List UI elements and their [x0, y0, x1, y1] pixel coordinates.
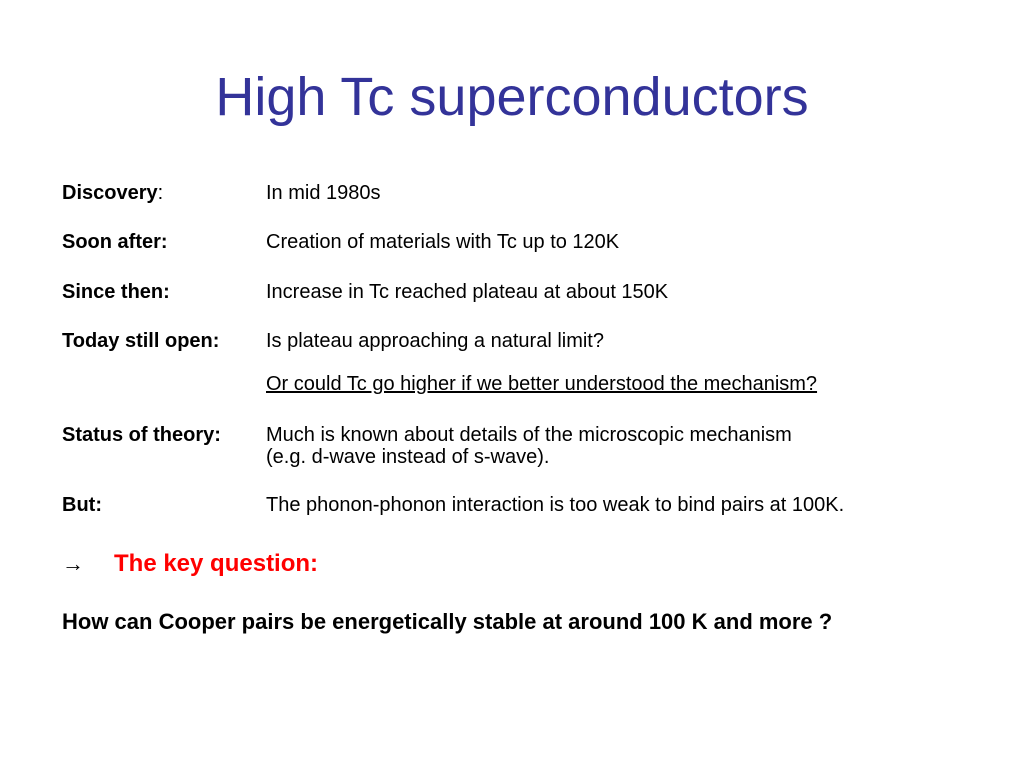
key-question-row	[62, 550, 318, 578]
row-value-underlined: Or could Tc go higher if we better understood the mechanism?	[266, 373, 818, 395]
row-label	[62, 182, 163, 205]
key-question-label: The key question:	[114, 550, 319, 577]
key-question-text: How can Cooper pairs be energetically stable at around 100 K and more ?	[62, 609, 833, 634]
row-label-suffix: :	[157, 182, 164, 204]
row-value: Increase in Tc reached plateau at about 150K	[266, 281, 669, 303]
slide-title: High Tc superconductors	[215, 67, 809, 127]
row-label: Since then:	[62, 281, 170, 303]
row-value: In mid 1980s	[266, 182, 381, 204]
row-label: Soon after:	[62, 231, 168, 253]
row-label: Today still open:	[62, 330, 220, 352]
row-label-text: Discovery	[62, 182, 158, 204]
row-value: Much is known about details of the microscopic mechanism	[266, 424, 792, 446]
row-value: Is plateau approaching a natural limit?	[266, 330, 604, 352]
row-label: But:	[62, 494, 102, 516]
right-arrow-icon: →	[62, 551, 84, 576]
row-value: The phonon-phonon interaction is too weak to bind pairs at 100K.	[266, 494, 845, 516]
row-label: Status of theory:	[62, 424, 221, 446]
row-value-continued: (e.g. d-wave instead of s-wave).	[266, 446, 550, 468]
row-value: Creation of materials with Tc up to 120K	[266, 231, 620, 253]
